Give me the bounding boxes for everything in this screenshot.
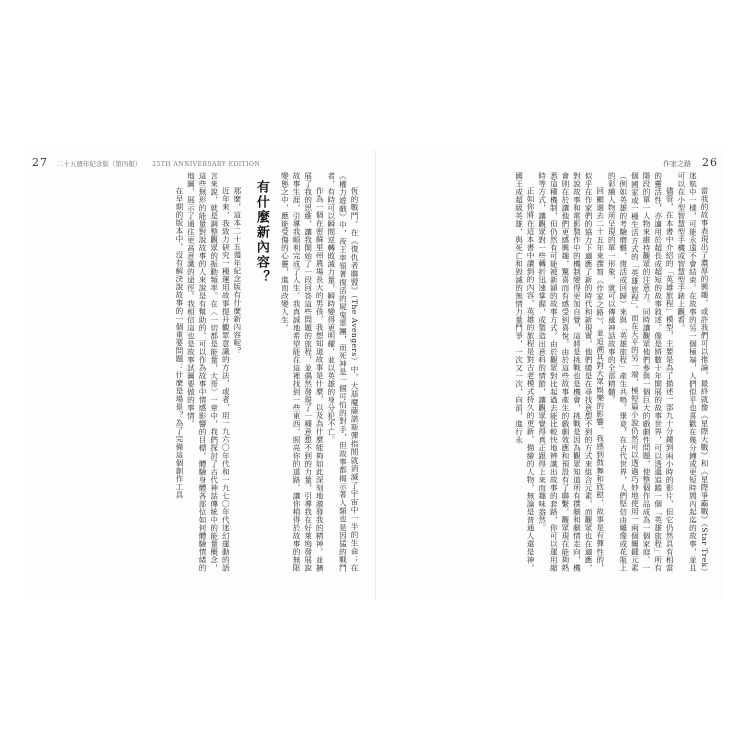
- left-book-title: 二十五週年紀念版（第四版）: [56, 160, 142, 168]
- left-paragraph-1: 恆的戰鬥。在《復仇者聯盟》（The Avengers）中，大惡魔薩諾斯彈指間就消滅了宇宙中一半的生命；在《權力遊戲》中，夜王率領著復活的屍鬼軍團，而死神是一個可怕的對手，但故事都揭示著人類也是因猛的戰鬥者，有時可以瞬間逆轉敗滅力量，瞬時變得更明耀，並以英雄的身分犯不亡。: [326, 172, 359, 572]
- left-edition-label: 25TH ANNIVERSARY EDITION: [152, 161, 261, 168]
- right-chapter-title: 作家之路: [663, 160, 692, 168]
- left-text-column: [34, 172, 360, 572]
- right-page-header: [663, 156, 718, 169]
- right-paragraph-4: 正如你將在這本書中讀到的內容，英雄的旅程是對古老模式持久的更新，描繪的人物，無論是普通人還是神，國王或超級英雄，與死亡和毀滅的無情力量鬥爭，一次又一次，向前，進行永: [514, 172, 536, 572]
- left-paragraph-2: 作為一個在密蘇里州農場長大的男孩，我想知道故事是什麼，以及為什麼能夠如此深刻地激發我的精神。並擴展了我的思維，讓我開始了一段回答這些問題的旅程，並偶然發現了一種意想不到的力量，引導我在好萊塢發展說故事生涯，引導我順利完成了人生。我真誠地希望能在這裡找到一些東西，照亮你的道路，讓你稍得於故事的無限變態之中，應能受傷的心靈，進而改變人生。: [280, 172, 325, 572]
- right-paragraph-3: 回顧過去二十五年來撰寫《作家之路》，並追溯其對大眾娛樂的影響。我感到鼓舞和欣慰，故事是有彈性的，似乎在作家們的協力下適應了新的時代和新現實，他們總是在尋找意想不到的方式來組合元素，而觀眾也在適應，對說故事和電影製作中的機制變得更加自覺，這將是挑戰也是機會，挑戰是因為觀眾知道所有撰劇和劇情走向，機會則在於讓他們更感興趣，驚喜而有感受到喜悅。由於這些故事產生的戲劇效應和預設有了聯繫，觀眾現在能夠熟悉這種機制，但仍然有可能被新穎的故事方式。由於觀眾對比起過去能比較快地辨識出故事的套路，你可以運用縮時等方式，讓觀眾對一些轉折迅速掌握，或製造出意料的情節，讓觀眾覺得真正跟得上來而趣味盎然。: [537, 172, 605, 572]
- left-page-number: 27: [32, 156, 48, 169]
- right-page: [376, 150, 724, 600]
- left-page: [26, 150, 375, 600]
- right-text-column: [388, 172, 710, 572]
- left-page-header: [32, 156, 260, 169]
- left-paragraph-5: 在早期的版本中，沒有解決說故事的一個重要問題：什麼是場景？為了完備這個創作工具: [174, 187, 184, 500]
- book-spread: [26, 150, 724, 600]
- left-paragraph-4: 近年來，我致力研究一種運用故事提升觀眾意識的方法，或者，用一九六〇年代和一九七〇年代迷幻運動的語言來說，就是調整觀眾的振動頻率。在〈一切都是能量，大哥〉一章中，我們探討了古代神話傳統中的能量概念，這些無形的能量對說故事的人來說是有幫助的，可以作為故事中情感影響的目標，體驗身體各部位如何體驗情緒的地圖，展示了通往更高意識的途徑。我相信這也是故事試圖要做的事情。: [186, 172, 231, 572]
- right-paragraph-1: 當我的故事表現出了濃厚的興趣，或許我們可以推論，最終就像《星際大戰》和《星際爭霸戰》（Star Trek）迷航中一樣，可能永遠不會結束。在故事的另一個極端，人們似乎也喜歡在幾分鐘或更短時間內起迄的故事，並且可以在小型智慧型手機或智慧型手錶上觀看。: [676, 172, 709, 572]
- section-heading: 有什麼新內容？: [253, 180, 269, 285]
- left-paragraph-3: 那麼，這本二十五週年紀念版有什麼新內容呢？: [232, 187, 242, 356]
- right-paragraph-2: 儘管，在本書中介紹的「英雄旅程」模型，主要是為了描述一部九十分鐘到兩小時的影片，但它仍然具有相當的靈活性，亦適用於超長或超短的故事敘述。像是將數十年開展的故事世界，可以透過追蹤一個「英雄旅程」所有階段的單一人物來維持觀眾的注意力。同時讓觀眾他們參與一個巨大的戲劇性問題，使整個作品成為一個家庭、一個國家或一種生活方式的「英雄旅程」。而在天平的另一端，極短篇小說仍然可以透過巧妙地使用一兩個關鍵元素（例如英雄的考驗磨難，復活或回歸）來與「英雄旅程」產生共鳴。畢竟，在古代世界，人們堅信由雕像或花瓶上的彩繪人物所呈現的單一形象，就可以傳遞神話故事的全部精髓。: [607, 172, 675, 572]
- right-page-number: 26: [702, 156, 718, 169]
